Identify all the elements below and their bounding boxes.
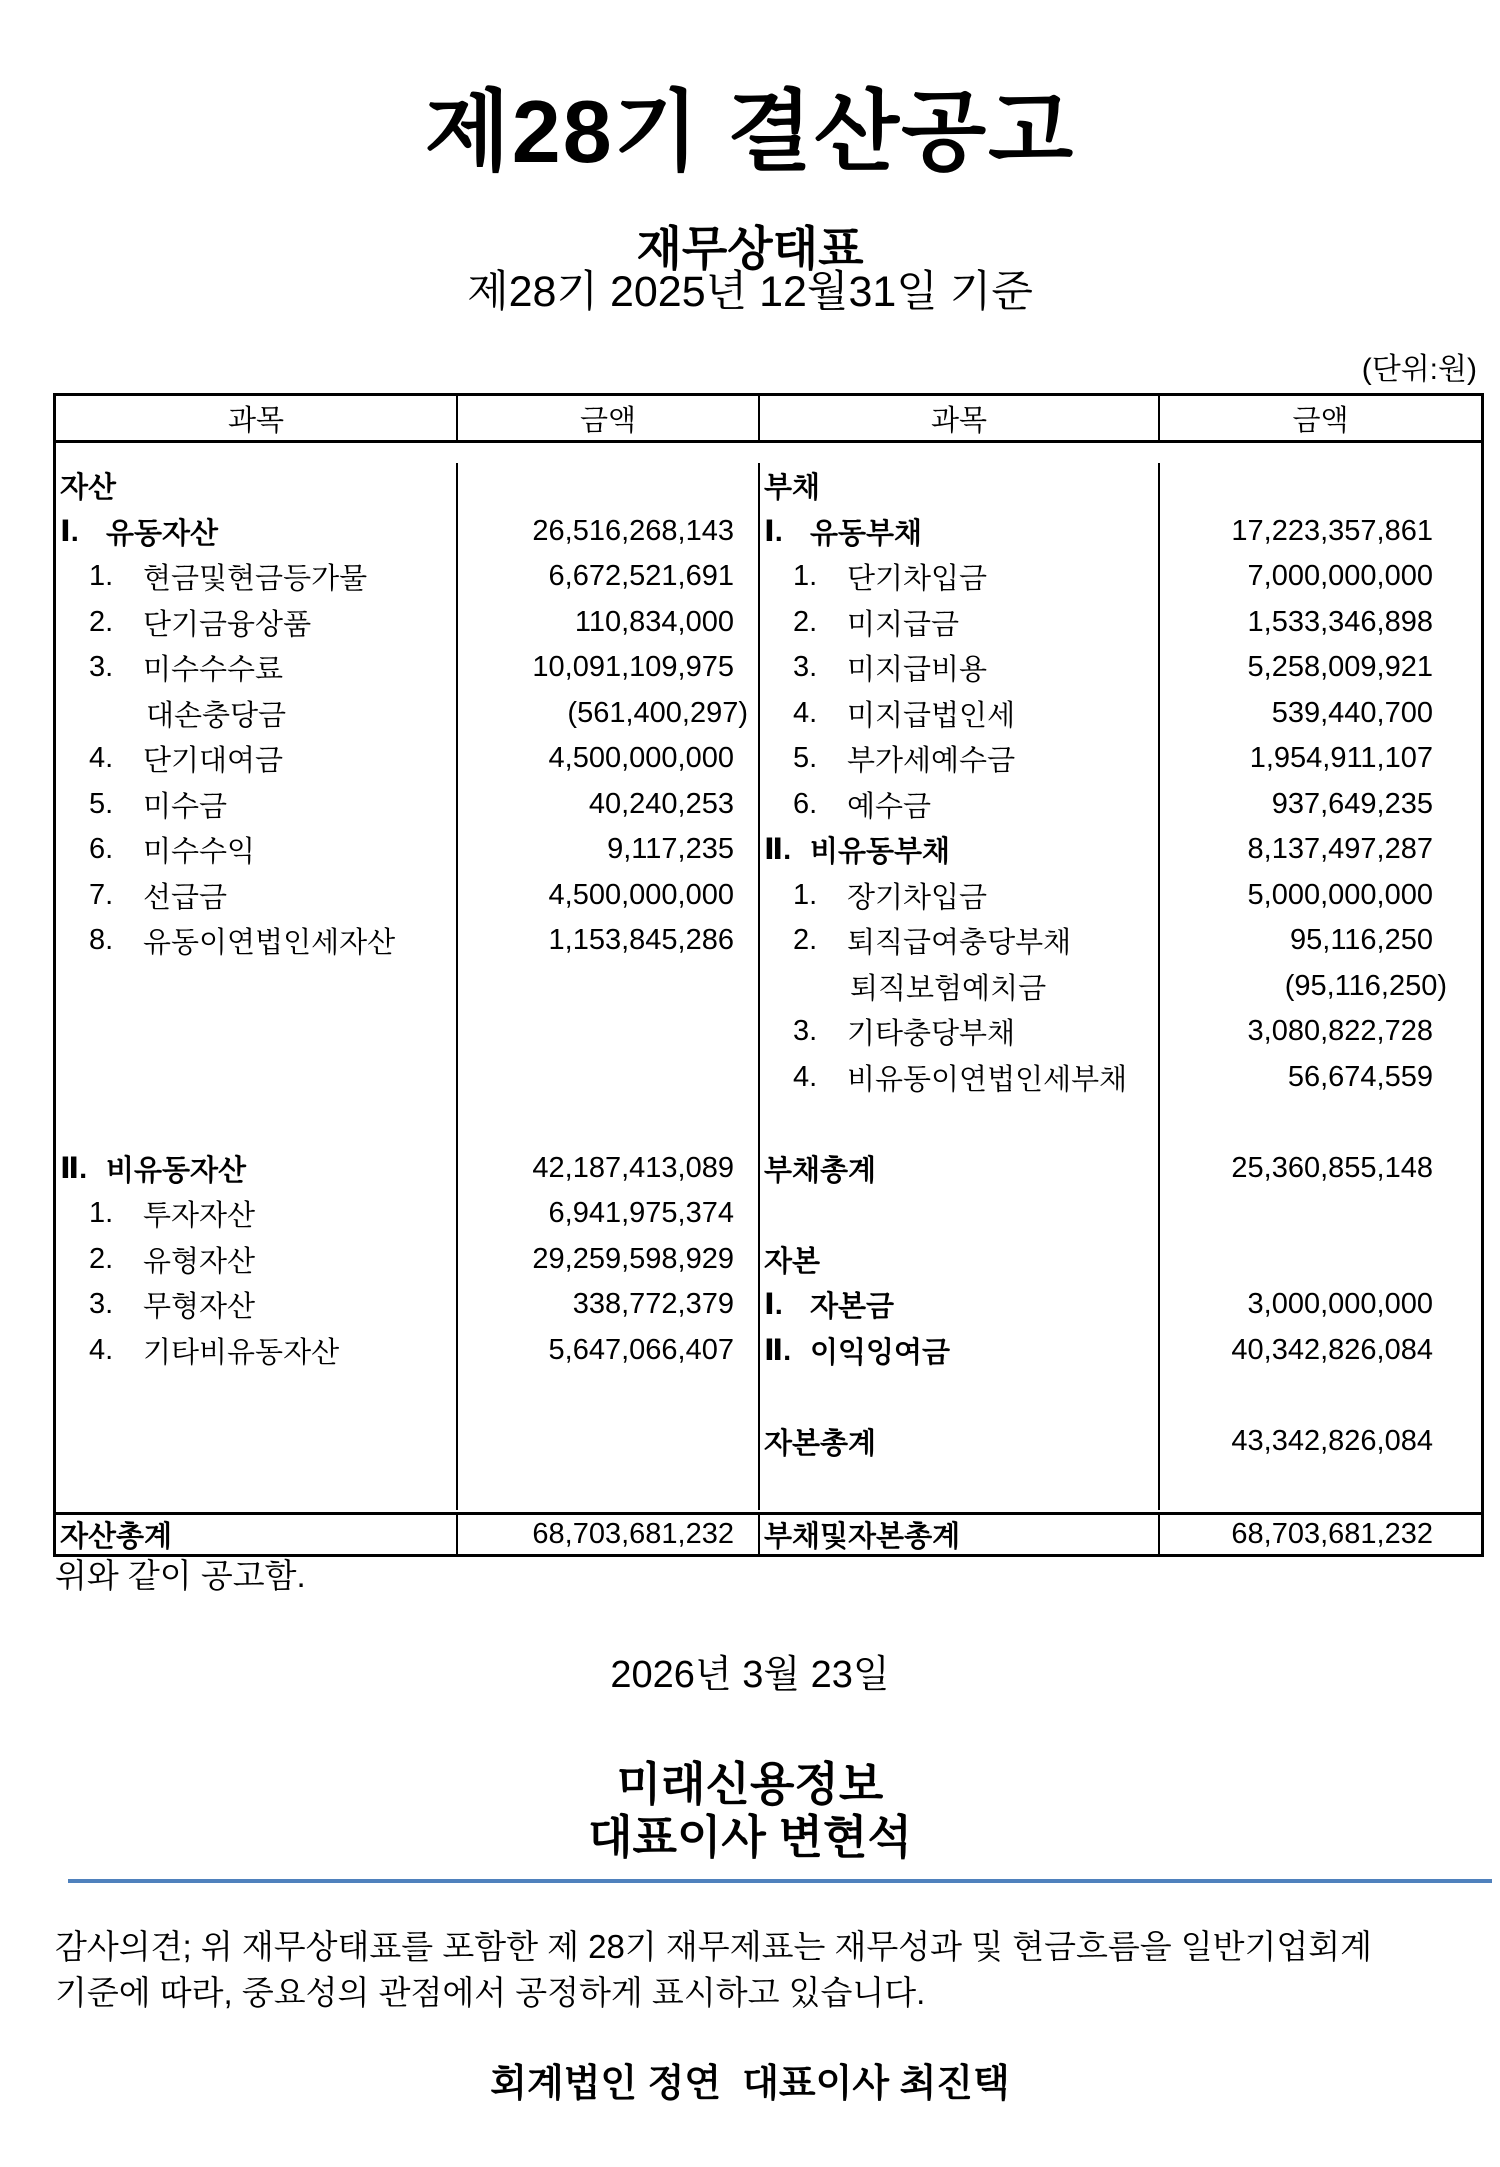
total-liab-equity-amount: 68,703,681,232 xyxy=(1158,1515,1481,1554)
account-label xyxy=(758,1464,1158,1510)
account-name: 선급금 xyxy=(143,881,228,914)
amount-cell xyxy=(456,964,758,1010)
account-label xyxy=(758,964,1158,1010)
amount-cell: 338,772,379 xyxy=(456,1282,758,1328)
account-number: 6. xyxy=(89,833,114,866)
account-name: 자본금 xyxy=(810,1291,895,1324)
table-header-row xyxy=(56,396,1481,443)
account-label xyxy=(56,736,456,782)
amount-cell xyxy=(456,463,758,509)
account-label xyxy=(758,1328,1158,1374)
amount-cell: 40,342,826,084 xyxy=(1158,1328,1481,1374)
account-name: 비유동이연법인세부채 xyxy=(847,1063,1128,1096)
amount-cell: (561,400,297) xyxy=(456,691,758,737)
total-assets-label: 자산총계 xyxy=(60,1521,173,1553)
account-number: 1. xyxy=(793,878,818,911)
account-number: 4. xyxy=(89,742,114,775)
table-body xyxy=(56,443,1481,1512)
statement-date-line: 제28기 2025년 12월31일 기준 xyxy=(467,268,1033,316)
account-label xyxy=(56,1464,456,1510)
account-name: 유동부채 xyxy=(810,517,923,550)
account-number: 7. xyxy=(89,878,114,911)
amount-cell: (95,116,250) xyxy=(1158,964,1481,1010)
account-name: 무형자산 xyxy=(143,1291,256,1324)
account-label xyxy=(758,918,1158,964)
account-name: 기타충당부채 xyxy=(847,1018,1016,1051)
statement-subtitle: 재무상태표 xyxy=(636,222,864,275)
amount-cell: 29,259,598,929 xyxy=(456,1237,758,1283)
account-name: 유동이연법인세자산 xyxy=(143,927,396,960)
account-number: 1. xyxy=(89,560,114,593)
account-label xyxy=(56,509,456,555)
account-label xyxy=(758,782,1158,828)
account-name: 자산 xyxy=(60,472,117,505)
amount-cell: 4,500,000,000 xyxy=(456,873,758,919)
amount-cell: 40,240,253 xyxy=(456,782,758,828)
amount-cell: 10,091,109,975 xyxy=(456,645,758,691)
amount-cell: 95,116,250 xyxy=(1158,918,1481,964)
amount-cell: 9,117,235 xyxy=(456,827,758,873)
account-name: 비유동부채 xyxy=(810,836,951,869)
account-label xyxy=(56,1009,456,1055)
account-number: 4. xyxy=(793,696,818,729)
amount-cell: 4,500,000,000 xyxy=(456,736,758,782)
account-label xyxy=(758,600,1158,646)
account-name: 단기차입금 xyxy=(847,563,988,596)
account-label xyxy=(758,1100,1158,1146)
account-label xyxy=(758,1282,1158,1328)
amount-cell: 6,941,975,374 xyxy=(456,1191,758,1237)
account-label xyxy=(758,554,1158,600)
header-account-right: 과목 xyxy=(758,396,1158,440)
account-label xyxy=(758,827,1158,873)
account-label xyxy=(758,873,1158,919)
account-label xyxy=(56,1237,456,1283)
amount-cell: 43,342,826,084 xyxy=(1158,1419,1481,1465)
account-label xyxy=(758,736,1158,782)
audit-opinion xyxy=(55,1924,1455,2016)
account-number: 6. xyxy=(793,787,818,820)
amount-cell: 26,516,268,143 xyxy=(456,509,758,555)
company-name: 미래신용정보 xyxy=(616,1758,884,1810)
account-name: 미수수수료 xyxy=(143,654,284,687)
account-name: 미지급법인세 xyxy=(847,699,1016,732)
account-label xyxy=(56,873,456,919)
account-number: 4. xyxy=(793,1060,818,1093)
amount-cell: 5,258,009,921 xyxy=(1158,645,1481,691)
balance-sheet-table xyxy=(53,393,1484,1557)
amount-cell: 1,153,845,286 xyxy=(456,918,758,964)
account-label xyxy=(758,691,1158,737)
amount-cell: 3,000,000,000 xyxy=(1158,1282,1481,1328)
account-number: Ⅱ. xyxy=(764,834,792,867)
account-label xyxy=(56,964,456,1010)
account-number: 4. xyxy=(89,1333,114,1366)
account-number: 2. xyxy=(793,924,818,957)
account-name: 예수금 xyxy=(847,790,932,823)
account-number: 1. xyxy=(793,560,818,593)
account-number: 2. xyxy=(89,1242,114,1275)
account-number: 5. xyxy=(89,787,114,820)
header-account-left: 과목 xyxy=(227,404,285,437)
account-number: Ⅰ. xyxy=(764,1289,783,1322)
amount-cell xyxy=(456,1373,758,1419)
account-name: 부채총계 xyxy=(764,1154,877,1187)
account-name: 퇴직보험예치금 xyxy=(850,972,1047,1005)
amount-cell xyxy=(1158,1373,1481,1419)
auditor-signature-line: 회계법인 정연 대표이사 최진택 xyxy=(490,2063,1010,2105)
account-name: 투자자산 xyxy=(143,1200,256,1233)
account-number: 2. xyxy=(89,605,114,638)
amount-cell: 25,360,855,148 xyxy=(1158,1146,1481,1192)
account-name: 퇴직급여충당부채 xyxy=(847,927,1072,960)
account-label xyxy=(56,827,456,873)
account-label xyxy=(758,1146,1158,1192)
total-liab-equity-label: 부채및자본총계 xyxy=(758,1515,1158,1554)
account-number: Ⅱ. xyxy=(764,1334,792,1367)
amount-cell: 8,137,497,287 xyxy=(1158,827,1481,873)
account-label xyxy=(56,600,456,646)
amount-cell: 6,672,521,691 xyxy=(456,554,758,600)
amount-cell: 5,647,066,407 xyxy=(456,1328,758,1374)
amount-cell: 17,223,357,861 xyxy=(1158,509,1481,555)
account-label xyxy=(758,1237,1158,1283)
amount-cell: 3,080,822,728 xyxy=(1158,1009,1481,1055)
ceo-signature-line: 대표이사 변현석 xyxy=(588,1811,912,1863)
account-number: 2. xyxy=(793,605,818,638)
account-number: 8. xyxy=(89,924,114,957)
amount-cell xyxy=(456,1055,758,1101)
account-name: 유동자산 xyxy=(106,517,219,550)
amount-cell: 1,533,346,898 xyxy=(1158,600,1481,646)
account-label xyxy=(758,1419,1158,1465)
account-name: 자본총계 xyxy=(764,1427,877,1460)
account-number: 5. xyxy=(793,742,818,775)
amount-cell xyxy=(456,1009,758,1055)
amount-cell: 5,000,000,000 xyxy=(1158,873,1481,919)
account-number: Ⅱ. xyxy=(60,1152,88,1185)
account-name: 단기대여금 xyxy=(143,745,284,778)
account-number: Ⅰ. xyxy=(764,515,783,548)
account-name: 기타비유동자산 xyxy=(143,1336,340,1369)
account-label xyxy=(56,645,456,691)
account-name: 유형자산 xyxy=(143,1245,256,1278)
account-label xyxy=(56,1419,456,1465)
account-label xyxy=(56,1100,456,1146)
amount-cell xyxy=(456,1419,758,1465)
amount-cell: 1,954,911,107 xyxy=(1158,736,1481,782)
account-label xyxy=(56,691,456,737)
amount-cell xyxy=(1158,1191,1481,1237)
account-name: 대손충당금 xyxy=(146,699,287,732)
account-name: 현금및현금등가물 xyxy=(143,563,368,596)
account-label xyxy=(56,1373,456,1419)
account-label xyxy=(56,1055,456,1101)
total-assets-amount: 68,703,681,232 xyxy=(456,1515,758,1554)
account-name: 단기금융상품 xyxy=(143,608,312,641)
account-label xyxy=(56,918,456,964)
account-name: 부채 xyxy=(764,472,821,505)
amount-cell: 110,834,000 xyxy=(456,600,758,646)
account-label xyxy=(758,1373,1158,1419)
header-amount-right: 금액 xyxy=(1158,396,1481,440)
account-number: 1. xyxy=(89,1197,114,1230)
account-name: 부가세예수금 xyxy=(847,745,1016,778)
amount-cell xyxy=(1158,1237,1481,1283)
account-label xyxy=(758,1055,1158,1101)
audit-opinion-line-2: 기준에 따라, 중요성의 관점에서 공정하게 표시하고 있습니다. xyxy=(55,1974,926,2011)
account-label xyxy=(56,1146,456,1192)
amount-cell xyxy=(456,1100,758,1146)
account-name: 자본 xyxy=(764,1245,821,1278)
account-label xyxy=(758,509,1158,555)
amount-cell xyxy=(1158,463,1481,509)
amount-cell xyxy=(1158,1100,1481,1146)
account-name: 미수금 xyxy=(143,790,228,823)
announcement-date: 2026년 3월 23일 xyxy=(610,1654,890,1696)
account-label xyxy=(56,1282,456,1328)
amount-cell: 937,649,235 xyxy=(1158,782,1481,828)
account-label xyxy=(56,463,456,509)
account-label xyxy=(758,1009,1158,1055)
account-label xyxy=(56,1328,456,1374)
account-label xyxy=(56,1191,456,1237)
account-label xyxy=(56,554,456,600)
amount-cell: 56,674,559 xyxy=(1158,1055,1481,1101)
amount-cell: 42,187,413,089 xyxy=(456,1146,758,1192)
accent-divider xyxy=(68,1879,1492,1883)
account-number: Ⅰ. xyxy=(60,515,79,548)
table-total-row xyxy=(56,1512,1481,1554)
header-amount-left: 금액 xyxy=(456,396,758,440)
page-title: 제28기 결산공고 xyxy=(424,82,1076,181)
unit-label: (단위:원) xyxy=(1361,353,1477,386)
account-label xyxy=(758,645,1158,691)
account-number: 3. xyxy=(89,1288,114,1321)
amount-cell: 7,000,000,000 xyxy=(1158,554,1481,600)
amount-cell: 539,440,700 xyxy=(1158,691,1481,737)
account-number: 3. xyxy=(793,651,818,684)
account-number: 3. xyxy=(793,1015,818,1048)
amount-cell xyxy=(456,1464,758,1510)
announcement-note: 위와 같이 공고함. xyxy=(55,1557,306,1594)
account-label xyxy=(758,1191,1158,1237)
account-name: 미수수익 xyxy=(143,836,256,869)
account-label xyxy=(56,782,456,828)
account-name: 이익잉여금 xyxy=(810,1336,951,1369)
account-name: 미지급비용 xyxy=(847,654,988,687)
audit-opinion-line-1: 감사의견; 위 재무상태표를 포함한 제 28기 재무제표는 재무성과 및 현금흐름을 일반기업회계 xyxy=(55,1928,1373,1965)
account-name: 미지급금 xyxy=(847,608,960,641)
account-label xyxy=(758,463,1158,509)
account-number: 3. xyxy=(89,651,114,684)
amount-cell xyxy=(1158,1464,1481,1510)
account-name: 비유동자산 xyxy=(106,1154,247,1187)
account-name: 장기차입금 xyxy=(847,881,988,914)
